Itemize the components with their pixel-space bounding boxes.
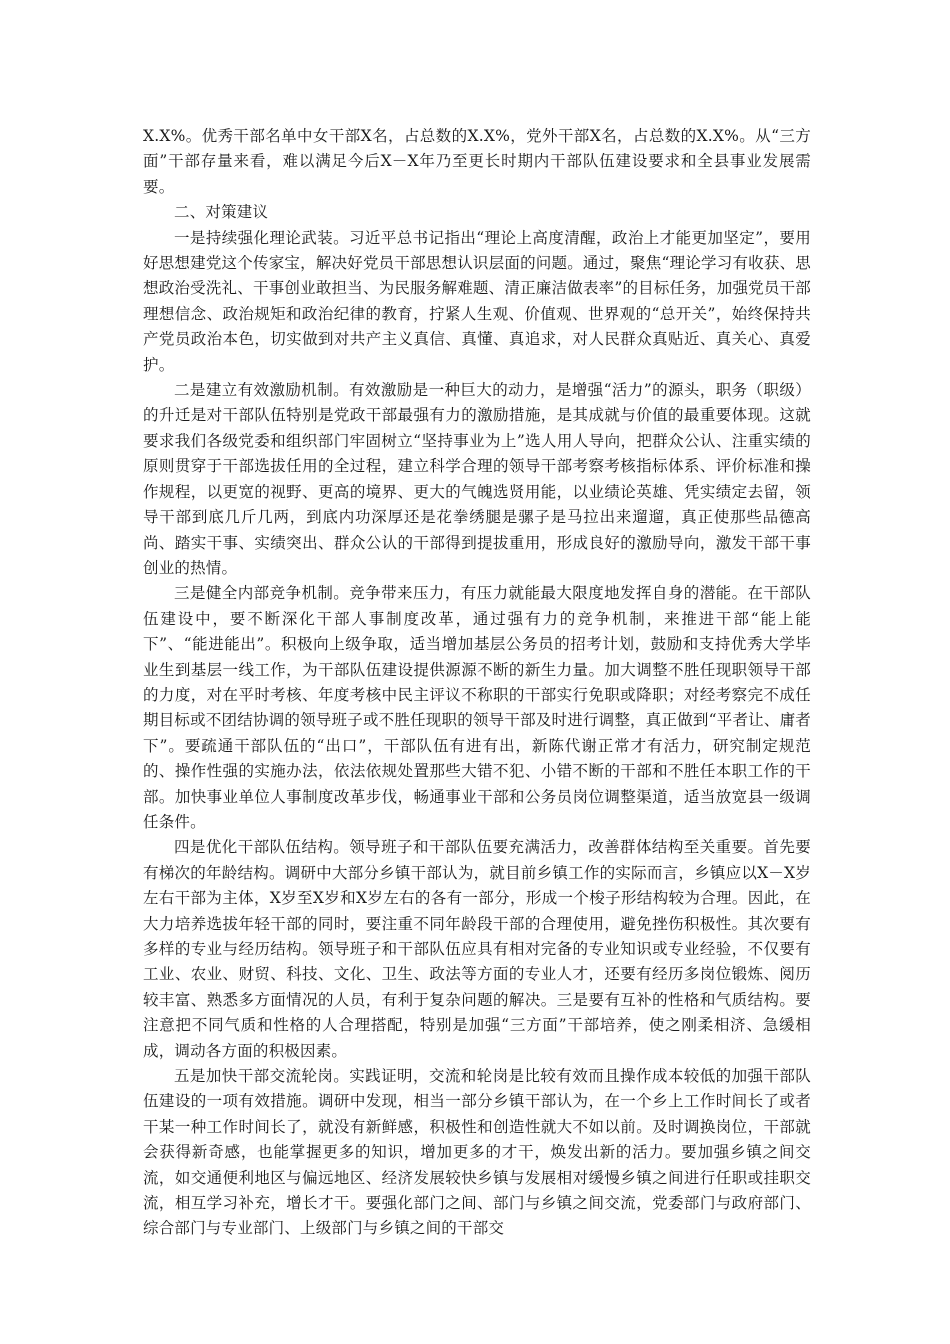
paragraph-continuation: X.X%。优秀干部名单中女干部X名，占总数的X.X%，党外干部X名，占总数的X.X%。从“三方面”干部存量来看，难以满足今后X－X年乃至更长时期内干部队伍建设要求和全县事业发展需要。 (143, 127, 811, 196)
paragraph-competition: 三是健全内部竞争机制。竞争带来压力，有压力就能最大限度地发挥自身的潜能。在干部队伍建设中，要不断深化干部人事制度改革，通过强有力的竞争机制，来推进干部“能上能下”、“能进能出”。积极向上级争取，适当增加基层公务员的招考计划，鼓励和支持优秀大学毕业生到基层一线工作，为干部队伍建设提供源源不断的新生力量。加大调整不胜任现职领导干部的力度，对在平时考核、年度考核中民主评议不称职的干部实行免职或降职；对经考察完不成任期目标或不团结协调的领导班子或不胜任现职的领导干部及时进行调整，真正做到“平者让、庸者下”。要疏通干部队伍的“出口”，干部队伍有进有出，新陈代谢正常才有活力，研究制定规范的、操作性强的实施办法，依法依规处置那些大错不犯、小错不断的干部和不胜任本职工作的干部。加快事业单位人事制度改革步伐，畅通事业干部和公务员岗位调整渠道，适当放宽县一级调任条件。 (143, 584, 811, 831)
paragraph-structure: 四是优化干部队伍结构。领导班子和干部队伍要充满活力，改善群体结构至关重要。首先要有梯次的年龄结构。调研中大部分乡镇干部认为，就目前乡镇工作的实际而言，乡镇应以X－X岁左右干部为主体，X岁至X岁和X岁左右的各有一部分，形成一个梭子形结构较为合理。因此，在大力培养选拔年轻干部的同时，要注重不同年龄段干部的合理使用，避免挫伤积极性。其次要有多样的专业与经历结构。领导班子和干部队伍应具有相对完备的专业知识或专业经验，不仅要有工业、农业、财贸、科技、文化、卫生、政法等方面的专业人才，还要有经历多岗位锻炼、阅历较丰富、熟悉多方面情况的人员，有利于复杂问题的解决。三是要有互补的性格和气质结构。要注意把不同气质和性格的人合理搭配，特别是加强“三方面”干部培养，使之刚柔相济、急缓相成，调动各方面的积极因素。 (143, 838, 811, 1060)
paragraph-theory: 一是持续强化理论武装。习近平总书记指出“理论上高度清醒，政治上才能更加坚定”，要用好思想建党这个传家宝，解决好党员干部思想认识层面的问题。通过，聚焦“理论学习有收获、思想政治受洗礼、干事创业敢担当、为民服务解难题、清正廉洁做表率”的目标任务，加强党员干部理想信念、政治规矩和政治纪律的教育，拧紧人生观、价值观、世界观的“总开关”，始终保持共产党员政治本色，切实做到对共产主义真信、真懂、真追求，对人民群众真贴近、真关心、真爱护。 (143, 228, 811, 374)
paragraph-rotation: 五是加快干部交流轮岗。实践证明，交流和轮岗是比较有效而且操作成本较低的加强干部队伍建设的一项有效措施。调研中发现，相当一部分乡镇干部认为，在一个乡上工作时间长了或者干某一种工作时间长了，就没有新鲜感，积极性和创造性就大不如以前。及时调换岗位，干部就会获得新奇感，也能掌握更多的知识，增加更多的才干，焕发出新的活力。要加强乡镇之间交流，如交通便利地区与偏远地区、经济发展较快乡镇与发展相对缓慢乡镇之间进行任职或挂职交流，相互学习补充，增长才干。要强化部门之间、部门与乡镇之间交流，党委部门与政府部门、综合部门与专业部门、上级部门与乡镇之间的干部交 (143, 1067, 811, 1238)
document-page (143, 124, 811, 1242)
paragraph-incentive: 二是建立有效激励机制。有效激励是一种巨大的动力，是增强“活力”的源头，职务（职级）的升迁是对干部队伍特别是党政干部最强有力的激励措施，是其成就与价值的最重要体现。这就要求我们各级党委和组织部门牢固树立“坚持事业为上”选人用人导向，把群众公认、注重实绩的原则贯穿于干部选拔任用的全过程，建立科学合理的领导干部考察考核指标体系、评价标准和操作规程，以更宽的视野、更高的境界、更大的气魄选贤用能，以业绩论英雄、凭实绩定去留，领导干部到底几斤几两，到底内功深厚还是花拳绣腿是骡子是马拉出来遛遛，真正使那些品德高尚、踏实干事、实绩突出、群众公认的干部得到提拔重用，形成良好的激励导向，激发干部干事创业的热情。 (143, 381, 811, 577)
section-heading-countermeasures: 二、对策建议 (174, 203, 269, 222)
